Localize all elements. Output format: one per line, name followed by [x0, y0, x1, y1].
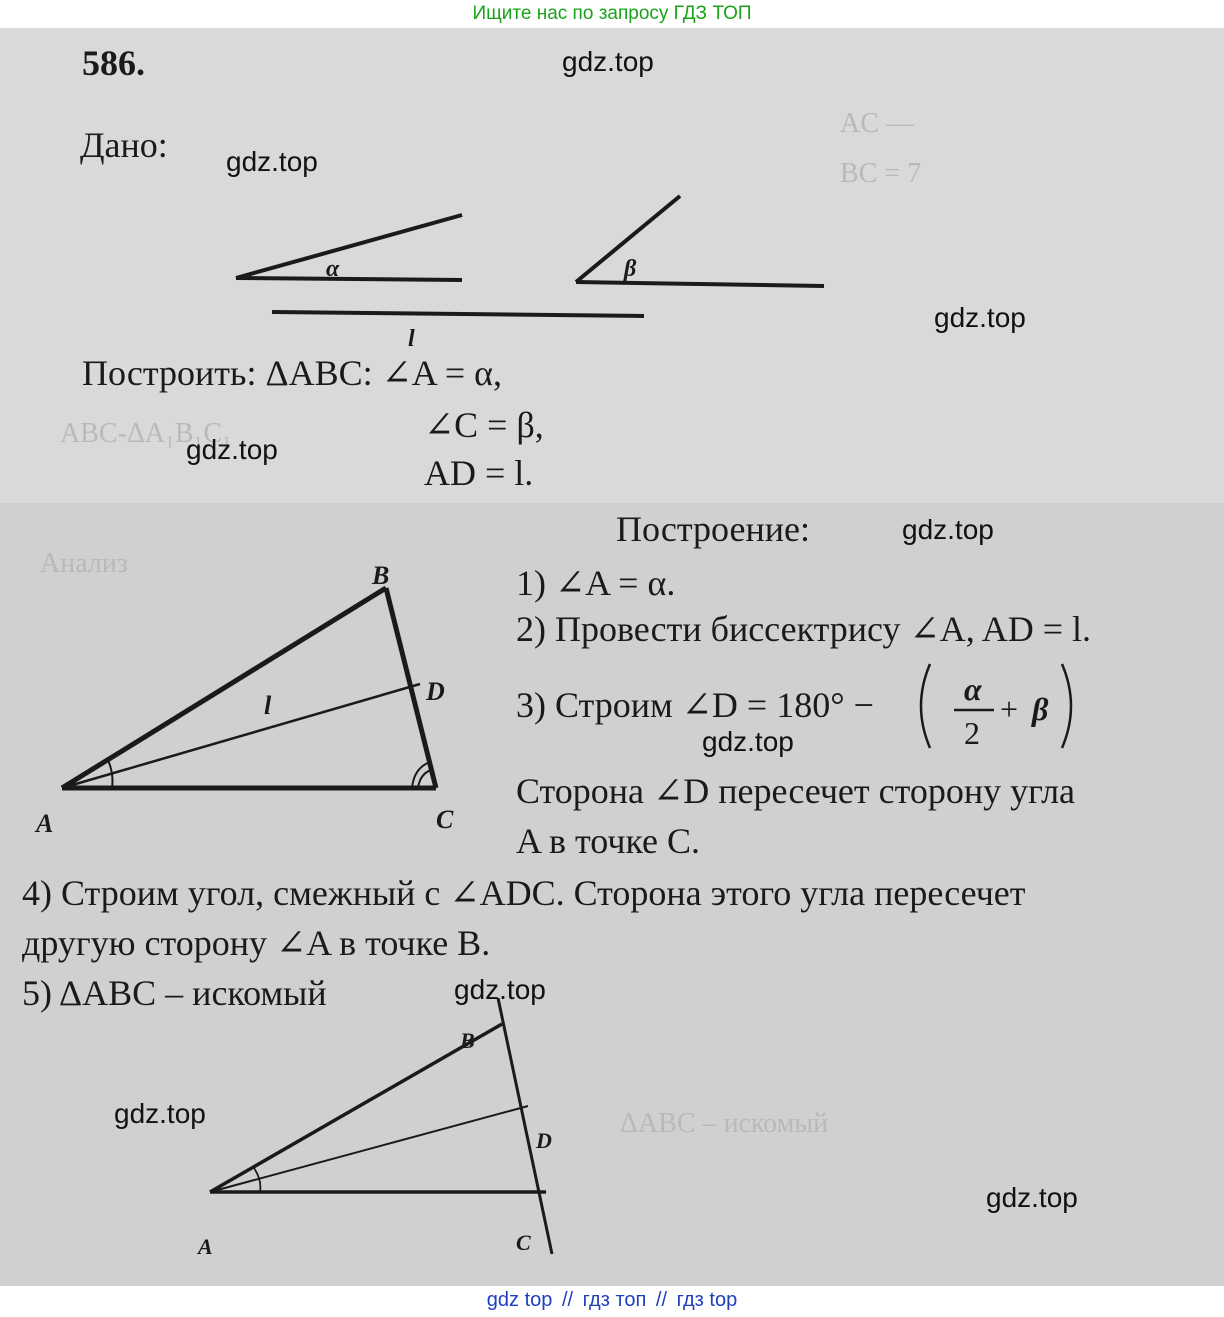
watermark: gdz.top — [454, 974, 546, 1005]
vertex-c-label-2: C — [516, 1230, 531, 1255]
condition-ad: AD = l. — [424, 453, 534, 493]
condition-c: ∠C = β, — [424, 405, 544, 445]
watermark: gdz.top — [186, 434, 278, 465]
watermark: gdz.top — [562, 46, 654, 77]
step-1: 1) ∠A = α. — [516, 563, 676, 603]
watermark: gdz.top — [114, 1098, 206, 1129]
step-2: 2) Провести биссектрису ∠A, AD = l. — [516, 609, 1092, 649]
vertex-a-label-2: A — [198, 1234, 213, 1259]
bisector-ad-2 — [210, 1106, 528, 1192]
footer-separator: // — [561, 1289, 574, 1311]
point-d-label: D — [426, 677, 445, 706]
scanned-page — [0, 28, 1224, 1286]
step-3-note-1: Сторона ∠D пересечет сторону угла — [516, 771, 1076, 811]
frac-denominator: 2 — [964, 715, 980, 751]
top-banner: Ищите нас по запросу ГДЗ ТОП — [472, 3, 752, 24]
point-d-label-2: D — [536, 1128, 552, 1153]
step-3-note-2: A в точке C. — [516, 821, 701, 861]
footer-link-2[interactable]: гдз топ — [582, 1289, 647, 1311]
construction-heading: Построение: — [616, 509, 810, 549]
footer-link-1[interactable]: gdz top — [486, 1289, 553, 1311]
watermark: gdz.top — [934, 302, 1026, 333]
footer-separator: // — [655, 1289, 668, 1311]
segment-l-label: l — [264, 691, 272, 720]
frac-beta: β — [1032, 691, 1049, 727]
frac-plus: + — [1000, 691, 1019, 727]
watermark: gdz.top — [986, 1182, 1078, 1213]
construct-label: Построить: ΔABC: ∠A = α, — [82, 353, 502, 393]
footer-links — [0, 1286, 1224, 1317]
vertex-c-label: C — [436, 805, 454, 834]
vertex-b-label: B — [372, 561, 390, 590]
vertex-a-label: A — [36, 809, 54, 838]
bleed-through: ΔABC – искомый — [620, 1108, 829, 1139]
step-5: 5) ΔABC – искомый — [22, 973, 327, 1013]
step-3: 3) Строим ∠D = 180° − — [516, 685, 874, 725]
beta-label: β — [624, 256, 637, 282]
vertex-b-label-2: B — [460, 1028, 475, 1053]
bleed-through: BC = 7 — [840, 158, 922, 189]
step-4-line-2: другую сторону ∠A в точке B. — [22, 923, 491, 963]
watermark: gdz.top — [702, 726, 794, 757]
watermark: gdz.top — [226, 146, 318, 177]
alpha-label: α — [326, 256, 340, 282]
footer-link-3[interactable]: гдз top — [676, 1289, 738, 1311]
bleed-through: ABC‑ΔA₁B₁C₁ — [60, 418, 232, 449]
side-bc-2 — [498, 998, 552, 1254]
side-ab-2 — [210, 1024, 502, 1192]
bleed-through: AC ― — [840, 108, 914, 139]
given-label: Дано: — [80, 125, 168, 165]
watermark: gdz.top — [902, 514, 994, 545]
l-label: l — [408, 326, 415, 352]
step-4-line-1: 4) Строим угол, смежный с ∠ADC. Сторона этого угла пересечет — [22, 873, 1026, 913]
problem-number: 586. — [82, 43, 145, 83]
frac-numerator: α — [964, 671, 982, 707]
bleed-through: Анализ — [40, 548, 128, 579]
